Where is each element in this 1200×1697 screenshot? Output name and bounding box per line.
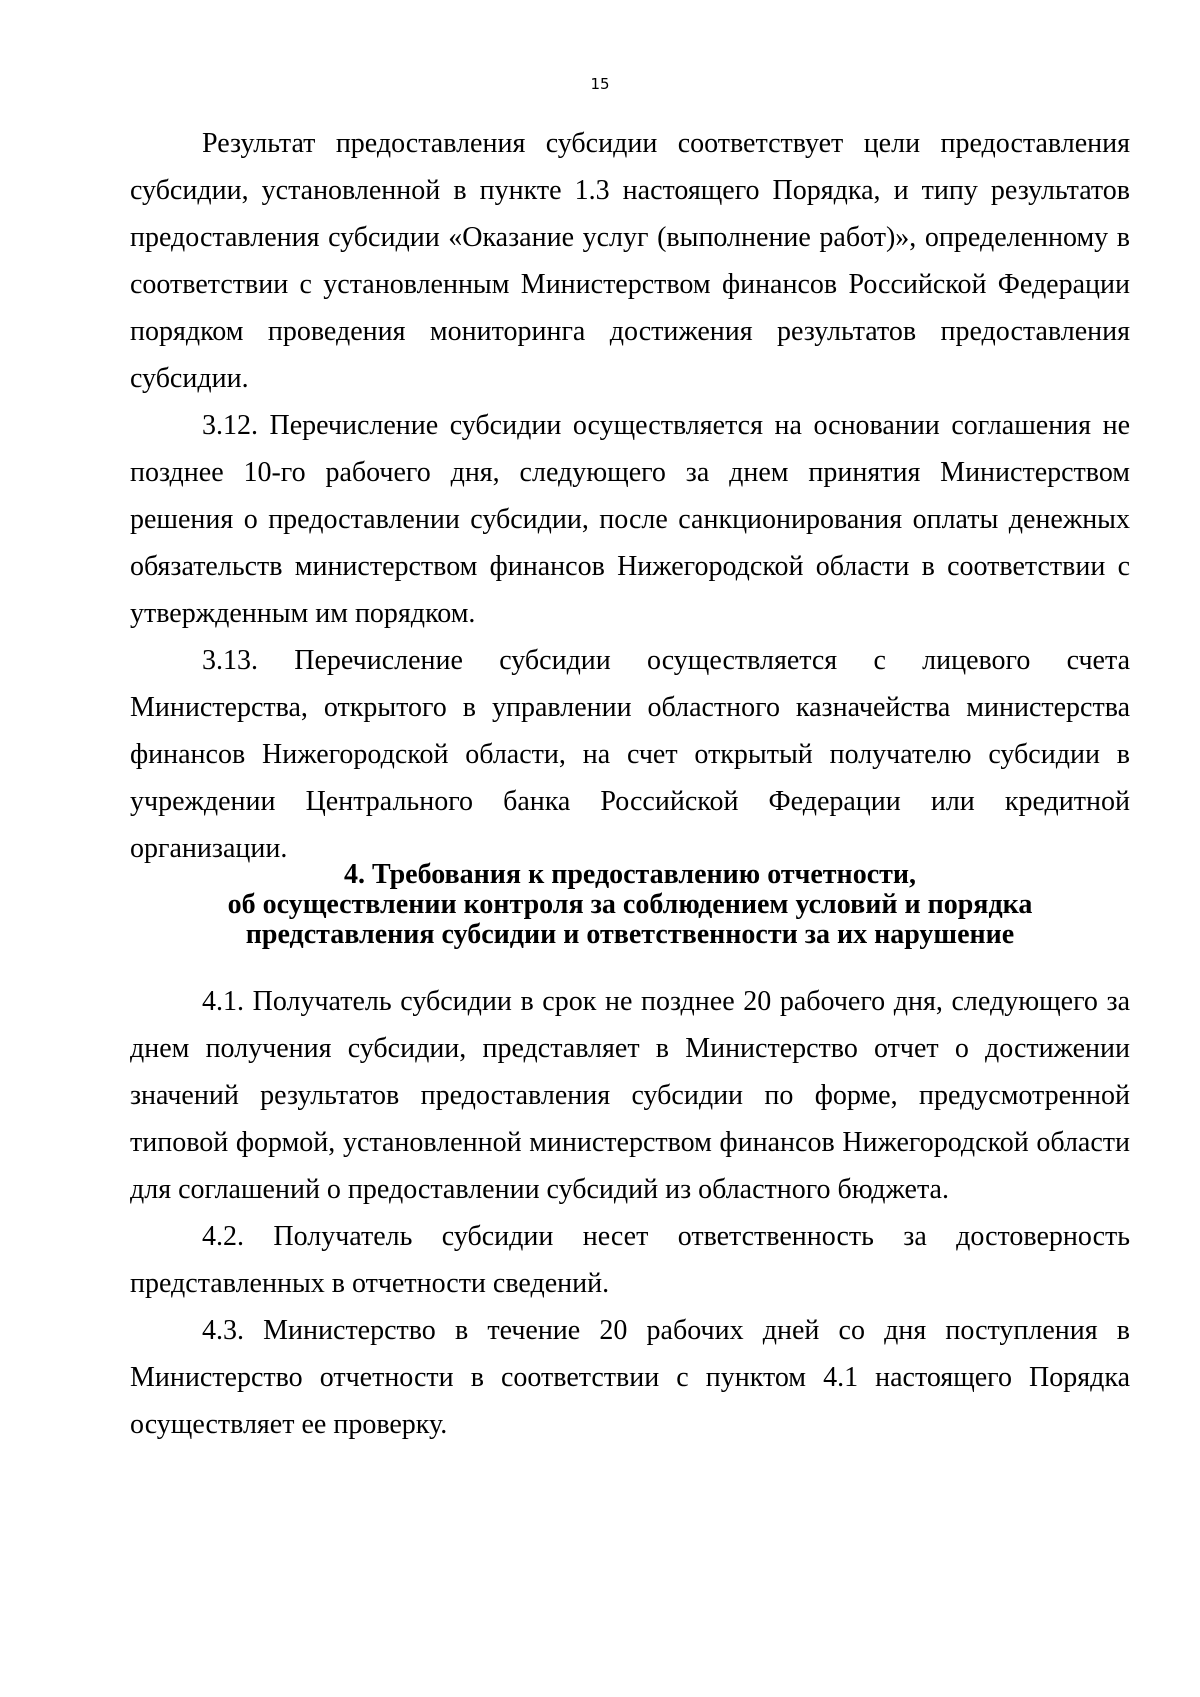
paragraph-result: Результат предоставления субсидии соответствует цели предоставления субсидии, установленной в пункте 1.3 настоящего Порядка, и типу результатов предоставления субсидии «Оказание услуг (выполнение работ)», определенному в соответствии с установленным Министерством финансов Российской Федерации порядком проведения мониторинга достижения результатов предоставления субсидии.: [130, 128, 1130, 394]
page-number: 15: [590, 75, 610, 93]
section-4-heading: [130, 860, 1130, 950]
paragraph-4-1: 4.1. Получатель субсидии в срок не позднее 20 рабочего дня, следующего за днем получения субсидии, представляет в Министерство отчет о достижении значений результатов предоставления субсидии по форме, предусмотренной типовой формой, установленной министерством финансов Нижегородской области для соглашений о предоставлении субсидий из областного бюджета.: [130, 986, 1130, 1205]
section-4-body: [130, 978, 1130, 1448]
section-3-continuation: [130, 120, 1130, 872]
section-4-heading-line-3: представления субсидии и ответственности за их нарушение: [245, 919, 1015, 950]
paragraph-4-3: 4.3. Министерство в течение 20 рабочих дней со дня поступления в Министерство отчетности в соответствии с пунктом 4.1 настоящего Порядка осуществляет ее проверку.: [130, 1315, 1130, 1440]
paragraph-3-13: 3.13. Перечисление субсидии осуществляется с лицевого счета Министерства, открытого в управлении областного казначейства министерства финансов Нижегородской области, на счет открытый получателю субсидии в учреждении Центрального банка Российской Федерации или кредитной организации.: [130, 645, 1130, 864]
section-4-heading-line-1: 4. Требования к предоставлению отчетности,: [343, 859, 917, 890]
section-4-heading-line-2: об осуществлении контроля за соблюдением условий и порядка: [227, 889, 1033, 920]
paragraph-4-2: 4.2. Получатель субсидии несет ответственность за достоверность представленных в отчетности сведений.: [130, 1221, 1130, 1299]
paragraph-3-12: 3.12. Перечисление субсидии осуществляется на основании соглашения не позднее 10-го рабочего дня, следующего за днем принятия Министерством решения о предоставлении субсидии, после санкционирования оплаты денежных обязательств министерством финансов Нижегородской области в соответствии с утвержденным им порядком.: [130, 410, 1130, 629]
